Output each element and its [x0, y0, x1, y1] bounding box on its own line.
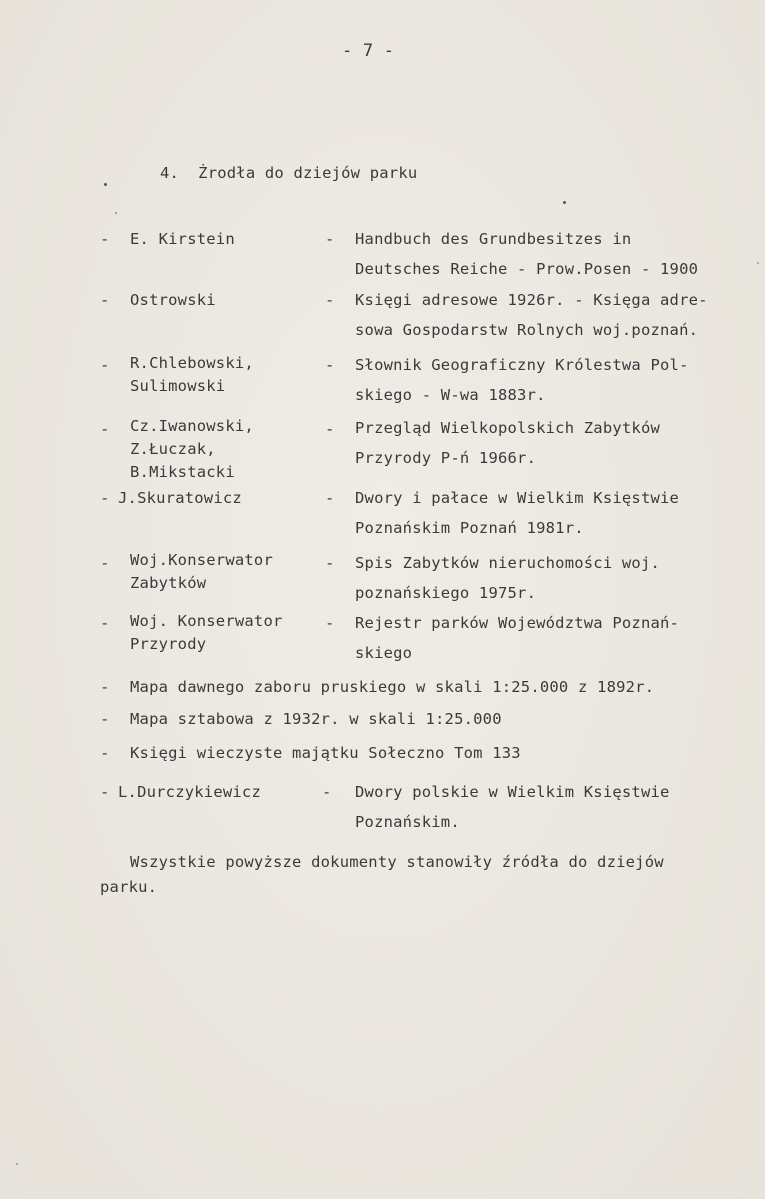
entry-description — [355, 483, 679, 543]
closing-line: parku. — [100, 878, 158, 896]
author-line: Woj.Konserwator — [130, 551, 273, 569]
paper-speck — [757, 262, 759, 264]
description-line: poznańskiego 1975r. — [355, 584, 537, 602]
entry-dash: - — [100, 420, 110, 438]
description-line: Księgi adresowe 1926r. - Księga adre- — [355, 291, 708, 309]
entry-description — [355, 350, 689, 410]
entry-dash: - — [100, 678, 110, 696]
entry-author — [130, 415, 254, 484]
entry-desc-dash: - — [325, 291, 335, 309]
entry-author — [130, 610, 283, 656]
entry-description — [355, 224, 698, 284]
entry-author — [118, 781, 261, 804]
map-entry: Mapa dawnego zaboru pruskiego w skali 1:25.000 z 1892r. — [130, 678, 655, 696]
entry-description — [355, 548, 660, 608]
description-line: sowa Gospodarstw Rolnych woj.poznań. — [355, 321, 699, 339]
author-line: L.Durczykiewicz — [118, 783, 261, 801]
description-line: Deutsches Reiche - Prow.Posen - 1900 — [355, 260, 699, 278]
section-heading — [160, 162, 417, 184]
entry-description — [355, 608, 679, 668]
page-number: - 7 - — [342, 41, 395, 61]
entry-dash: - — [100, 710, 110, 728]
entry-dash: - — [100, 783, 110, 801]
author-line: R.Chlebowski, — [130, 354, 254, 372]
author-line: B.Mikstacki — [130, 463, 235, 481]
author-line: Sulimowski — [130, 377, 226, 395]
description-line: skiego — [355, 644, 413, 662]
entry-author — [118, 487, 242, 510]
description-line: Przyrody P-ń 1966r. — [355, 449, 537, 467]
entry-dash: - — [100, 489, 110, 507]
description-line: Poznańskim Poznań 1981r. — [355, 519, 584, 537]
entry-desc-dash: - — [325, 230, 335, 248]
entry-desc-dash: - — [322, 783, 332, 801]
entry-author — [130, 228, 235, 251]
entry-desc-dash: - — [325, 356, 335, 374]
entry-dash: - — [100, 744, 110, 762]
author-line: J.Skuratowicz — [118, 489, 242, 507]
description-line: Dwory polskie w Wielkim Księstwie — [355, 783, 670, 801]
entry-dash: - — [100, 356, 110, 374]
entry-desc-dash: - — [325, 489, 335, 507]
description-line: Spis Zabytków nieruchomości woj. — [355, 554, 661, 572]
description-line: Poznańskim. — [355, 813, 460, 831]
entry-description — [355, 285, 708, 345]
entry-dash: - — [100, 291, 110, 309]
entry-description — [355, 413, 660, 473]
entry-description — [355, 777, 670, 837]
author-line: Przyrody — [130, 635, 207, 653]
entry-author — [130, 352, 254, 398]
author-line: Ostrowski — [130, 291, 216, 309]
paper-speck — [104, 183, 107, 186]
author-line: Cz.Iwanowski, — [130, 417, 254, 435]
author-line: Woj. Konserwator — [130, 612, 283, 630]
author-line: Zabytków — [130, 574, 207, 592]
closing-line: Wszystkie powyższe dokumenty stanowiły źródła do dziejów — [130, 853, 664, 871]
description-line: Przegląd Wielkopolskich Zabytków — [355, 419, 661, 437]
entry-desc-dash: - — [325, 420, 335, 438]
description-line: skiego - W-wa 1883r. — [355, 386, 546, 404]
description-line: Handbuch des Grundbesitzes in — [355, 230, 632, 248]
entry-dash: - — [100, 614, 110, 632]
description-line: Dwory i pałace w Wielkim Księstwie — [355, 489, 680, 507]
entry-dash: - — [100, 554, 110, 572]
section-number: 4. — [160, 164, 180, 182]
author-line: E. Kirstein — [130, 230, 235, 248]
paper-speck — [16, 1163, 18, 1165]
entry-dash: - — [100, 230, 110, 248]
paper-speck — [563, 201, 566, 204]
entry-author — [130, 549, 273, 595]
section-title: Żrodła do dziejów parku — [198, 164, 418, 182]
paper-speck — [115, 212, 117, 214]
description-line: Słownik Geograficzny Królestwa Pol- — [355, 356, 689, 374]
entry-desc-dash: - — [325, 614, 335, 632]
author-line: Z.Łuczak, — [130, 440, 216, 458]
description-line: Rejestr parków Województwa Poznań- — [355, 614, 680, 632]
entry-desc-dash: - — [325, 554, 335, 572]
register-entry: Księgi wieczyste majątku Sołeczno Tom 133 — [130, 744, 521, 762]
map-entry: Mapa sztabowa z 1932r. w skali 1:25.000 — [130, 710, 502, 728]
entry-author — [130, 289, 216, 312]
